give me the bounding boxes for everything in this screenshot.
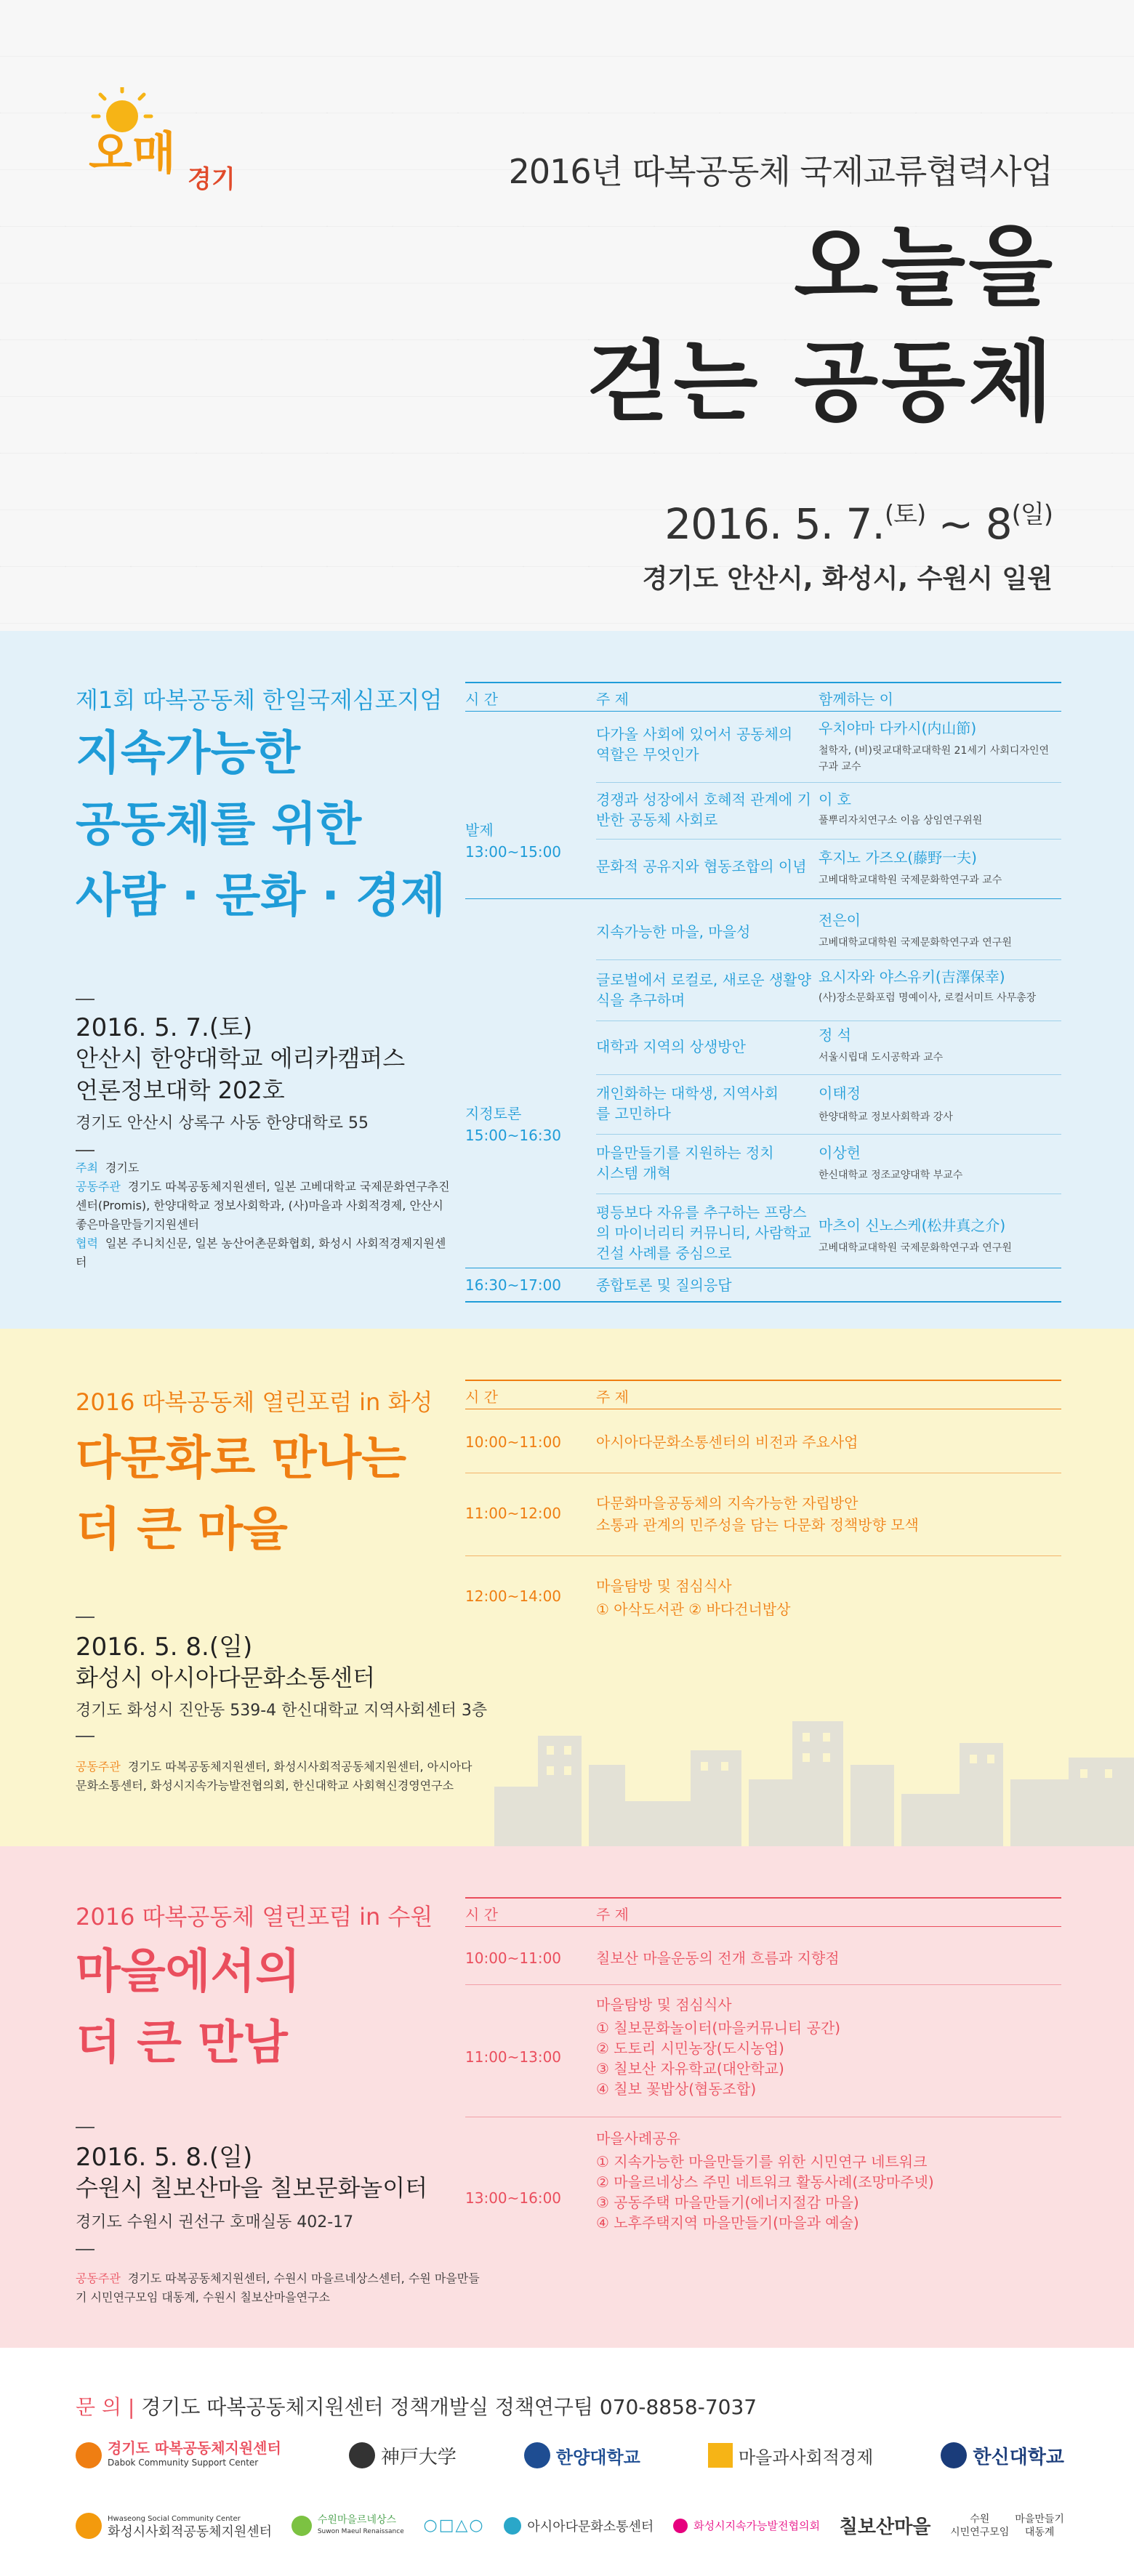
symposium-section: [0, 631, 1134, 1329]
hwaseong-date: 2016. 5. 8.(일): [76, 1633, 253, 1662]
title-line-2: 걷는 공동체: [586, 332, 1055, 433]
speaker-name: 정 석: [819, 1026, 851, 1044]
symposium-title-line: 사람 · 문화 · 경제: [76, 869, 446, 923]
hwaseong-sustainability-logo: 화성시지속가능발전협의회: [673, 2518, 820, 2533]
row-rule: [465, 1984, 1061, 1985]
topic: 대학과 지역의 상생방안: [596, 1038, 746, 1055]
event-places: 경기도 안산시, 화성시, 수원시 일원: [642, 564, 1053, 594]
symposium-hosts: [76, 1159, 454, 1272]
suwon-address: 경기도 수원시 권선구 호매실동 402-17: [76, 2213, 354, 2231]
svg-text:오매: 오매: [89, 126, 176, 180]
row-topic: 마을탐방 및 점심식사: [596, 1577, 732, 1595]
asia-multicultural-logo: 아시아다문화소통센터: [504, 2516, 654, 2535]
topic: 평등보다 자유를 추구하는 프랑스의 마이너리티 커뮤니티, 사람학교 건설 사례를 중심으로: [596, 1204, 811, 1262]
hwaseong-title: [76, 1423, 406, 1566]
kobe-logo-icon: [349, 2442, 375, 2468]
dabok-center-logo: 경기도 따복공동체지원센터 Dabok Community Support Center: [76, 2441, 281, 2470]
table-header-rule: [465, 1926, 1061, 1927]
ohme-gyeonggi-logo-icon: [79, 87, 253, 196]
symposium-address: 경기도 안산시 상록구 사동 한양대학로 55: [76, 1114, 369, 1132]
suwon-renaissance-icon: [291, 2516, 312, 2536]
divider-dash: [76, 1150, 94, 1151]
city-skyline-icon: [494, 1721, 1134, 1846]
speaker-desc: 한신대학교 정조교양대학 부교수: [819, 1170, 963, 1181]
row-time: 13:00~16:00: [465, 2189, 562, 2207]
closing-topic: 종합토론 및 질의응답: [596, 1276, 732, 1294]
hwaseong-venue: 화성시 아시아다문화소통센터: [76, 1664, 376, 1691]
event-subtitle: 2016년 따복공동체 국제교류협력사업: [508, 152, 1053, 191]
speaker-name: 이 호: [819, 791, 851, 808]
host-text: 경기도: [105, 1161, 140, 1175]
suwon-title: [76, 1936, 300, 2079]
event-dates: [664, 494, 1053, 549]
hwaseong-kicker: 2016 따복공동체 열린포럼 in 화성: [76, 1388, 433, 1416]
host-label: 주최: [76, 1161, 98, 1175]
row-topic: ① 지속가능한 마을만들기를 위한 시민연구 네트워크: [596, 2153, 928, 2170]
block-time-label: 지정토론: [465, 1105, 522, 1122]
asia-logo-icon: [504, 2517, 521, 2535]
date-sep: ~ 8: [925, 499, 1012, 549]
hanshin-logo-icon: [941, 2442, 967, 2468]
divider-dash: [76, 999, 94, 1000]
row-rule: [596, 782, 1061, 783]
suwon-venue: 수원시 칠보산마을 칠보문화놀이터: [76, 2174, 428, 2202]
hanyang-university-logo: 한양대학교: [524, 2442, 640, 2468]
divider-dash: [76, 1736, 94, 1737]
date-day1: (토): [884, 500, 926, 529]
maeul-social-economy-logo: 마을과사회적경제: [708, 2443, 873, 2468]
speaker-desc: 고베대학교대학원 국제문화학연구과 연구원: [819, 1242, 1012, 1254]
topic: 경쟁과 성장에서 호혜적 관계에 기반한 공동체 사회로: [596, 791, 811, 829]
host-text: 경기도 따복공동체지원센터, 화성시사회적공동체지원센터, 아시아다문화소통센터, 화성시지속가능발전협의회, 한신대학교 사회혁신경영연구소: [76, 1760, 472, 1792]
symposium-venue: [76, 1042, 405, 1106]
col-topic: 주 제: [596, 691, 629, 708]
row-topic: ① 칠보문화놀이터(마을커뮤니티 공간): [596, 2019, 841, 2037]
shapes-logo: [424, 2516, 485, 2535]
topic: 글로벌에서 로컬로, 새로운 생활양식을 추구하며: [596, 971, 811, 1009]
table-header-rule: [465, 711, 1061, 712]
speaker-desc: 한양대학교 정보사회학과 강사: [819, 1111, 953, 1123]
dabok-logo-icon: [76, 2442, 102, 2468]
speaker-desc: (사)장소문화포럼 명예이사, 로컬서미트 사무총장: [819, 992, 1037, 1004]
symposium-date: 2016. 5. 7.(토): [76, 1013, 253, 1042]
suwon-title-line: 더 큰 만남: [76, 2016, 288, 2070]
col-who: 함께하는 이: [819, 691, 893, 708]
row-rule: [465, 1555, 1061, 1556]
topic: 다가올 사회에 있어서 공동체의 역할은 무엇인가: [596, 725, 793, 763]
topic: 마을만들기를 지원하는 정치시스템 개혁: [596, 1144, 774, 1182]
row-topic: ③ 칠보산 자유학교(대안학교): [596, 2060, 784, 2077]
daedonggye-logo: 수원 시민연구모임 마을만들기 대동계: [950, 2513, 1064, 2538]
table-header: [465, 682, 1061, 711]
table-bottom-rule: [465, 1301, 1061, 1303]
symposium-schedule-table: [465, 682, 1061, 1307]
col-topic: 주 제: [596, 1906, 629, 1923]
col-topic: 주 제: [596, 1388, 629, 1406]
speaker-desc: 고베대학교대학원 국제문화학연구과 연구원: [819, 937, 1012, 949]
host-text: 경기도 따복공동체지원센터, 수원시 마을르네상스센터, 수원 마을만들기 시민연구모임 대동계, 수원시 칠보산마을연구소: [76, 2271, 480, 2304]
venue-line: 언론정보대학 202호: [76, 1076, 285, 1104]
speaker-desc: 풀뿌리자치연구소 이음 상임연구위원: [819, 815, 983, 826]
host-text: 경기도 따복공동체지원센터, 일본 고베대학교 국제문화연구추진센터(Promis), 한양대학교 정보사회학과, (사)마을과 사회적경제, 안산시 좋은마을만들기지원센터: [76, 1180, 450, 1231]
col-time: 시 간: [465, 691, 498, 708]
divider-dash: [76, 2249, 94, 2250]
symposium-title: [76, 718, 446, 932]
hwaseong-schedule-table: [465, 1380, 1061, 1618]
row-topic: 마을탐방 및 점심식사: [596, 1996, 732, 2013]
symposium-kicker: 제1회 따복공동체 한일국제심포지엄: [76, 686, 443, 714]
partner-logos-row-1: [76, 2441, 1064, 2470]
row-topic: ④ 노후주택지역 마을만들기(마을과 예술): [596, 2214, 859, 2231]
host-label: 공동주관: [76, 1760, 121, 1774]
speaker-name: 우치야마 다카시(内山節): [819, 720, 977, 737]
row-topic: 마을사례공유: [596, 2130, 680, 2147]
hanyang-logo-icon: [524, 2442, 550, 2468]
row-topic: ② 도토리 시민농장(도시농업): [596, 2040, 784, 2057]
row-time: 12:00~14:00: [465, 1587, 562, 1605]
title-line-1: 오늘을: [794, 217, 1055, 318]
hwaseong-address: 경기도 화성시 진안동 539-4 한신대학교 지역사회센터 3층: [76, 1702, 488, 1720]
date-day2: (일): [1011, 500, 1053, 529]
partner-logos-row-2: [76, 2512, 1064, 2539]
suwon-renaissance-logo: 수원마을르네상스 Suwon Maeul Renaissance: [291, 2514, 404, 2537]
row-rule: [596, 839, 1061, 840]
row-time: 10:00~11:00: [465, 1949, 562, 1967]
row-topic: ③ 공동주택 마을만들기(에너지절감 마을): [596, 2194, 859, 2211]
closing-time: 16:30~17:00: [465, 1276, 562, 1294]
row-topic: ④ 칠보 꽃밥상(협동조합): [596, 2080, 757, 2098]
row-topic: 다문화마을공동체의 지속가능한 자립방안: [596, 1494, 858, 1512]
date-main: 2016. 5. 7.: [664, 499, 885, 549]
speaker-desc: 철학자, (비)릿교대학교대학원 21세기 사회디자인연구과 교수: [819, 745, 1050, 773]
row-time: 11:00~13:00: [465, 2048, 562, 2066]
hwaseong-social-community-logo: Hwaseong Social Community Center 화성시사회적공동체지원센터: [76, 2513, 272, 2539]
divider-dash: [76, 2127, 94, 2128]
col-time: 시 간: [465, 1388, 498, 1406]
header: [0, 0, 1134, 631]
topic: 개인화하는 대학생, 지역사회를 고민하다: [596, 1084, 779, 1122]
host-text: 일본 주니치신문, 일본 농산어촌문화협회, 화성시 사회적경제지원센터: [76, 1236, 446, 1269]
hwaseong-title-line: 다문화로 만나는: [76, 1432, 407, 1486]
contact-label: 문 의: [76, 2395, 121, 2419]
speaker-desc: 서울시립대 도시공학과 교수: [819, 1052, 944, 1063]
topic: 문화적 공유지와 협동조합의 이념: [596, 858, 807, 875]
row-rule: [596, 959, 1061, 960]
hwaseong-forum-section: [0, 1329, 1134, 1846]
svg-text:경기: 경기: [188, 165, 236, 194]
row-topic: ① 아삭도서관 ② 바다건너밥상: [596, 1601, 791, 1618]
row-topic: 소통과 관계의 민주성을 담는 다문화 정책방향 모색: [596, 1516, 919, 1534]
row-rule: [596, 1134, 1061, 1135]
hanshin-university-logo: 한신대학교: [941, 2442, 1064, 2469]
block-rule: [465, 898, 1061, 899]
speaker-name: 후지노 가즈오(藤野一夫): [819, 849, 977, 866]
row-topic: 아시아다문화소통센터의 비전과 주요사업: [596, 1433, 858, 1451]
speaker-name: 이태정: [819, 1084, 861, 1102]
row-topic: 칠보산 마을운동의 전개 흐름과 지향점: [596, 1949, 840, 1967]
suwon-title-line: 마을에서의: [76, 1945, 301, 1999]
suwon-forum-section: [0, 1846, 1134, 2348]
col-time: 시 간: [465, 1906, 498, 1923]
hwaseong-logo-icon: [76, 2513, 102, 2539]
block-time: 15:00~16:30: [465, 1127, 562, 1144]
chilbosan-maeul-logo: 칠보산마을: [839, 2516, 931, 2538]
row-time: 11:00~12:00: [465, 1505, 562, 1522]
row-time: 10:00~11:00: [465, 1433, 562, 1451]
symposium-title-line: 지속가능한: [76, 727, 301, 781]
row-topic: ② 마을르네상스 주민 네트워크 활동사례(조망마주넷): [596, 2173, 934, 2191]
host-label: 협력: [76, 1236, 98, 1250]
circle-shapes-icon: ○□△○: [423, 2516, 485, 2535]
row-topic-list: [596, 1995, 840, 2099]
speaker-name: 마츠이 신노스케(松井真之介): [819, 1217, 1006, 1234]
suwon-date: 2016. 5. 8.(일): [76, 2143, 253, 2172]
suwon-hosts: [76, 2269, 483, 2307]
venue-line: 안산시 한양대학교 에리카캠퍼스: [76, 1045, 406, 1072]
hwaseong-hosts: [76, 1758, 483, 1795]
row-topic-list: [596, 2128, 934, 2233]
suwon-kicker: 2016 따복공동체 열린포럼 in 수원: [76, 1903, 433, 1931]
row-rule: [596, 1074, 1061, 1075]
sustainability-logo-icon: [673, 2519, 688, 2533]
table-header: [465, 1380, 1061, 1409]
contact-line: 문 의 | 경기도 따복공동체지원센터 정책개발실 정책연구팀 070-8858-7037: [76, 2395, 757, 2419]
divider-dash: [76, 1617, 94, 1618]
speaker-name: 전은이: [819, 911, 861, 929]
topic: 지속가능한 마을, 마을성: [596, 923, 751, 941]
symposium-title-line: 공동체를 위한: [76, 798, 362, 852]
kobe-university-logo: 神戸大学: [349, 2442, 457, 2469]
host-label: 공동주관: [76, 1180, 121, 1194]
speaker-desc: 고베대학교대학원 국제문화학연구과 교수: [819, 874, 1002, 886]
block-time-label: 발제: [465, 821, 494, 839]
block-time: 13:00~15:00: [465, 843, 562, 861]
host-label: 공동주관: [76, 2271, 121, 2285]
maeul-logo-icon: [708, 2443, 733, 2468]
speaker-name: 이상헌: [819, 1144, 861, 1162]
hwaseong-title-line: 더 큰 마을: [76, 1503, 288, 1557]
suwon-schedule-table: [465, 1897, 1061, 2304]
event-title: [587, 211, 1055, 440]
speaker-name: 요시자와 야스유키(吉澤保幸): [819, 968, 1005, 986]
table-header: [465, 1897, 1061, 1926]
contact-text: 경기도 따복공동체지원센터 정책개발실 정책연구팀 070-8858-7037: [141, 2395, 757, 2419]
